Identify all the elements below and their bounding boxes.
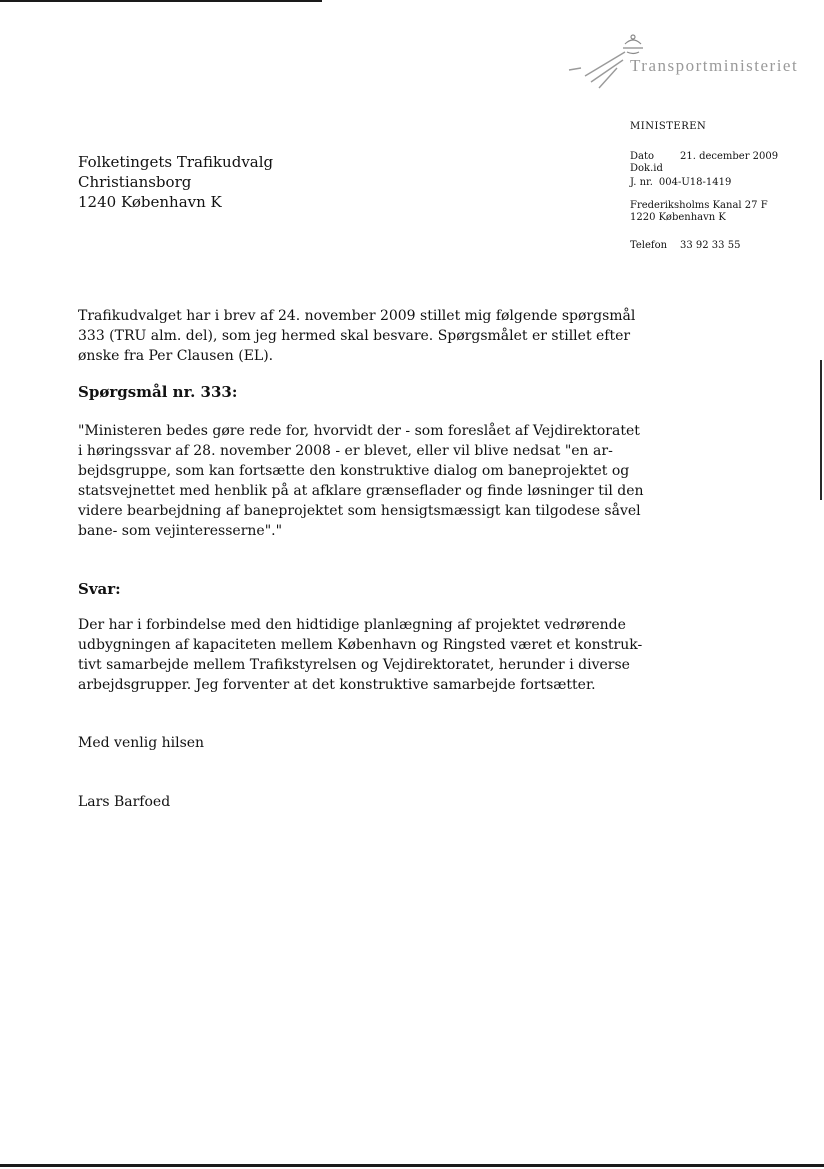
doc-id-label: Dok.id [630,163,663,174]
recipient-address [78,152,273,212]
text-line: Der har i forbindelse med den hidtidige planlægning af projektet vedrørende [78,617,626,633]
date-value: 21. december 2009 [680,151,779,162]
text-line: Trafikudvalget har i brev af 24. november 2009 stillet mig følgende spørgsmål [78,308,636,324]
date-label: Dato [630,151,655,162]
scan-edge-bottom [0,1164,824,1167]
ministry-logo [565,30,799,98]
answer-paragraph [78,615,643,695]
ministry-name: Transportministeriet [630,56,799,75]
recipient-line: Christiansborg [78,173,192,191]
text-line: bejdsgruppe, som kan fortsætte den konstruktive dialog om baneprojektet og [78,463,630,479]
scan-edge-top [0,0,322,2]
text-line: videre bearbejdning af baneprojektet som hensigtsmæssigt kan tilgodese såvel [78,503,641,519]
address-line: 1220 København K [630,212,726,223]
closing-phrase: Med venlig hilsen [78,735,205,751]
text-line: bane- som vejinteresserne"." [78,523,283,539]
text-line: udbygningen af kapaciteten mellem København og Ringsted været et konstruk- [78,637,643,653]
text-line: 333 (TRU alm. del), som jeg hermed skal besvare. Spørgsmålet er stillet efter [78,328,631,344]
meta-phone [630,240,740,252]
recipient-line: Folketingets Trafikudvalg [78,153,274,171]
question-heading: Spørgsmål nr. 333: [78,383,238,401]
meta-journal-number [630,177,731,189]
signature-name: Lars Barfoed [78,794,171,810]
text-line: statsvejnettet med henblik på at afklare grænseflader og finde løsninger til den [78,483,644,499]
text-line: ønske fra Per Clausen (EL). [78,348,274,364]
address-line: Frederiksholms Kanal 27 F [630,200,768,211]
phone-label: Telefon [630,240,668,251]
phone-value: 33 92 33 55 [680,240,741,251]
journal-value: 004-U18-1419 [658,177,732,188]
journal-label: J. nr. [630,177,653,188]
answer-heading: Svar: [78,580,121,598]
recipient-line: 1240 København K [78,193,222,211]
meta-date [630,151,778,163]
text-line: arbejdsgrupper. Jeg forventer at det konstruktive samarbejde fortsætter. [78,677,596,693]
scan-edge-right [820,360,822,500]
intro-paragraph [78,306,636,366]
text-line: "Ministeren bedes gøre rede for, hvorvidt der - som foreslået af Vejdirektoratet [78,423,640,439]
letterhead-title: MINISTEREN [630,121,707,132]
text-line: tivt samarbejde mellem Trafikstyrelsen og Vejdirektoratet, herunder i diverse [78,657,630,673]
text-line: i høringssvar af 28. november 2008 - er blevet, eller vil blive nedsat "en ar- [78,443,613,459]
sender-address [630,200,768,224]
meta-doc-id [630,163,663,175]
question-paragraph [78,421,644,541]
